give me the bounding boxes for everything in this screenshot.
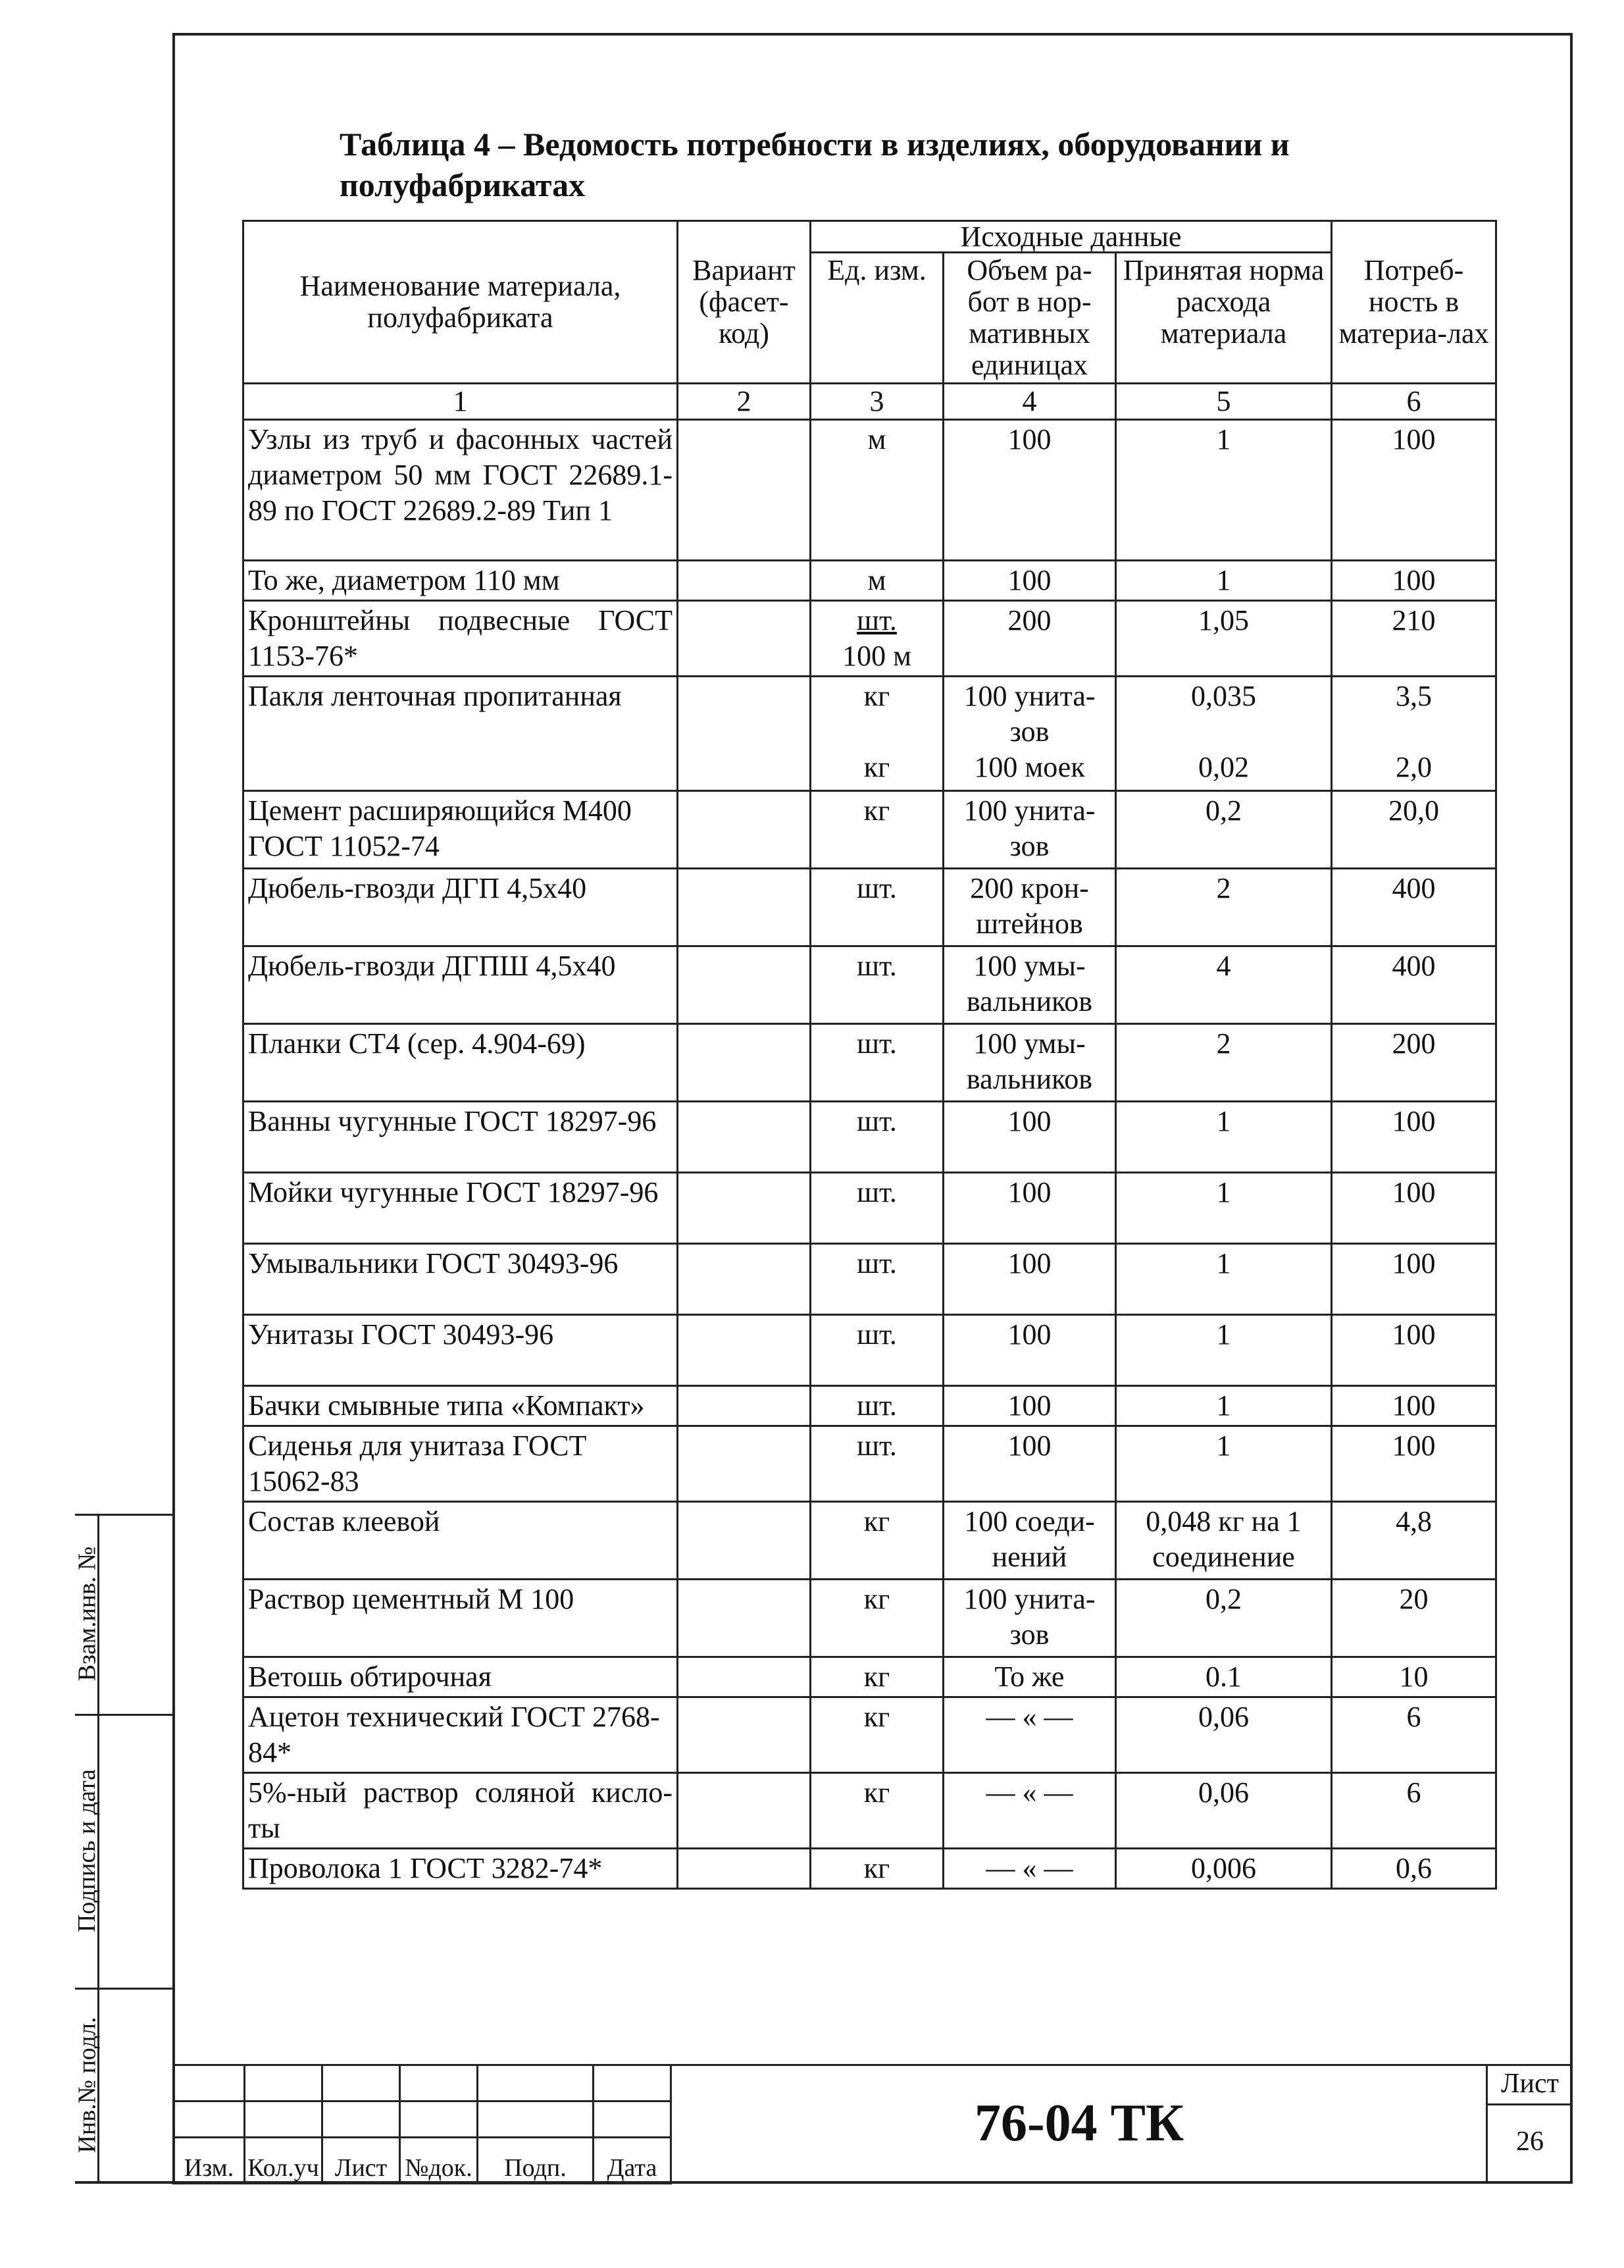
cell-volume: 100 bbox=[944, 561, 1116, 601]
tb-cell bbox=[478, 2101, 594, 2138]
cell-variant bbox=[678, 1315, 811, 1386]
table-row bbox=[243, 869, 1496, 946]
table-row bbox=[243, 601, 1496, 677]
cell-unit: шт. bbox=[811, 1315, 944, 1386]
cell-need: 20 bbox=[1332, 1580, 1496, 1657]
cell-unit: м bbox=[811, 420, 944, 561]
cell-name: Унитазы ГОСТ 30493-96 bbox=[243, 1315, 678, 1386]
tb-cell bbox=[245, 2065, 322, 2101]
cell-need: 100 bbox=[1332, 1315, 1496, 1386]
cell-unit: шт. bbox=[811, 1426, 944, 1502]
tb-cell bbox=[245, 2101, 322, 2138]
table-row bbox=[243, 791, 1496, 869]
table-row bbox=[243, 677, 1496, 791]
col-number: 3 bbox=[811, 384, 944, 420]
table-row bbox=[243, 1315, 1496, 1386]
cell-name: Ванны чугунные ГОСТ 18297-96 bbox=[243, 1102, 678, 1173]
tb-cell bbox=[400, 2101, 478, 2138]
requirements-table-wrapper bbox=[242, 220, 1497, 1890]
cell-unit: шт. bbox=[811, 1244, 944, 1315]
cell-volume: 100 унита-зов bbox=[944, 1580, 1116, 1657]
cell-norm: 0.1 bbox=[1116, 1657, 1332, 1697]
table-title: Таблица 4 – Ведомость потребности в изделиях, оборудовании и полуфабрикатах bbox=[340, 126, 1290, 203]
cell-variant bbox=[678, 1849, 811, 1889]
cell-volume: — « — bbox=[944, 1849, 1116, 1889]
cell-unit: шт. bbox=[811, 1386, 944, 1426]
cell-unit: шт. bbox=[811, 1102, 944, 1173]
cell-norm: 0,06 bbox=[1116, 1697, 1332, 1773]
cell-norm: 0,006 bbox=[1116, 1849, 1332, 1889]
cell-name: Умывальники ГОСТ 30493-96 bbox=[243, 1244, 678, 1315]
cell-unit-numerator: шт. bbox=[857, 604, 897, 636]
cell-unit: кг bbox=[811, 1657, 944, 1697]
cell-name: Кронштейны подвесные ГОСТ 1153-76* bbox=[243, 601, 678, 677]
cell-volume: 100 bbox=[944, 1244, 1116, 1315]
header-name: Наименование материала, полуфабриката bbox=[243, 221, 678, 384]
cell-variant bbox=[678, 1244, 811, 1315]
header-variant: Вариант (фасет-код) bbox=[678, 221, 811, 384]
cell-name: Ацетон технический ГОСТ 2768-84* bbox=[243, 1697, 678, 1773]
table-row bbox=[243, 1849, 1496, 1889]
col-number: 2 bbox=[678, 384, 811, 420]
tb-cell bbox=[400, 2065, 478, 2101]
cell-variant bbox=[678, 1580, 811, 1657]
cell-variant bbox=[678, 946, 811, 1024]
cell-need: 0,6 bbox=[1332, 1849, 1496, 1889]
cell-unit: кг bbox=[811, 1502, 944, 1580]
cell-volume-b: 100 моек bbox=[974, 751, 1085, 783]
cell-unit: кг bbox=[811, 1580, 944, 1657]
cell-unit bbox=[811, 601, 944, 677]
cell-norm: 1 bbox=[1116, 1315, 1332, 1386]
cell-name: Проволока 1 ГОСТ 3282-74* bbox=[243, 1849, 678, 1889]
side-stamp-podpis: Подпись и дата bbox=[73, 1768, 101, 1933]
cell-variant bbox=[678, 1024, 811, 1102]
frame-right-line bbox=[1570, 33, 1573, 2182]
cell-volume: — « — bbox=[944, 1773, 1116, 1849]
tb-label-kolvo: Кол.уч bbox=[245, 2138, 322, 2184]
cell-variant bbox=[678, 677, 811, 791]
table-row bbox=[243, 561, 1496, 601]
cell-volume bbox=[944, 677, 1116, 791]
cell-volume: 100 bbox=[944, 1315, 1116, 1386]
cell-name: Мойки чугунные ГОСТ 18297-96 bbox=[243, 1173, 678, 1244]
cell-norm: 1 bbox=[1116, 1386, 1332, 1426]
cell-variant bbox=[678, 1426, 811, 1502]
table-row bbox=[243, 946, 1496, 1024]
table-row bbox=[243, 1657, 1496, 1697]
cell-unit: шт. bbox=[811, 869, 944, 946]
cell-volume-a: 100 унита-зов bbox=[963, 680, 1096, 748]
cell-variant bbox=[678, 1502, 811, 1580]
cell-volume: 100 bbox=[944, 1426, 1116, 1502]
cell-need: 210 bbox=[1332, 601, 1496, 677]
header-source-group: Исходные данные bbox=[811, 221, 1332, 253]
cell-volume: 100 умы-вальников bbox=[944, 1024, 1116, 1102]
cell-need: 100 bbox=[1332, 420, 1496, 561]
cell-norm: 0,048 кг на 1 соединение bbox=[1116, 1502, 1332, 1580]
cell-unit: шт. bbox=[811, 1173, 944, 1244]
frame-left-line bbox=[172, 33, 175, 2182]
cell-volume: 100 унита-зов bbox=[944, 791, 1116, 869]
cell-need: 6 bbox=[1332, 1697, 1496, 1773]
cell-norm: 4 bbox=[1116, 946, 1332, 1024]
cell-name: 5%-ный раствор соляной кисло-ты bbox=[243, 1773, 678, 1849]
cell-norm: 2 bbox=[1116, 869, 1332, 946]
cell-variant bbox=[678, 791, 811, 869]
cell-need: 4,8 bbox=[1332, 1502, 1496, 1580]
table-row bbox=[243, 1773, 1496, 1849]
sheet-label: Лист bbox=[1488, 2064, 1572, 2105]
cell-volume: 200 bbox=[944, 601, 1116, 677]
cell-unit: кг bbox=[811, 1697, 944, 1773]
cell-norm-b: 0,02 bbox=[1198, 751, 1249, 783]
cell-variant bbox=[678, 1386, 811, 1426]
cell-name: Узлы из труб и фасонных частей диаметром 50 мм ГОСТ 22689.1-89 по ГОСТ 22689.2-89 Тип 1 bbox=[243, 420, 678, 561]
cell-name: Состав клеевой bbox=[243, 1502, 678, 1580]
cell-norm: 1 bbox=[1116, 1426, 1332, 1502]
cell-need: 100 bbox=[1332, 1426, 1496, 1502]
spacer bbox=[1121, 714, 1327, 750]
table-row bbox=[243, 1426, 1496, 1502]
cell-volume: — « — bbox=[944, 1697, 1116, 1773]
table-row bbox=[243, 1244, 1496, 1315]
cell-need: 100 bbox=[1332, 561, 1496, 601]
cell-norm: 0,06 bbox=[1116, 1773, 1332, 1849]
cell-norm: 0,2 bbox=[1116, 791, 1332, 869]
sheet-number: 26 bbox=[1516, 2126, 1544, 2157]
cell-name: Дюбель-гвозди ДГПШ 4,5х40 bbox=[243, 946, 678, 1024]
cell-norm: 0,2 bbox=[1116, 1580, 1332, 1657]
cell-variant bbox=[678, 869, 811, 946]
col-number: 5 bbox=[1116, 384, 1332, 420]
tb-cell bbox=[594, 2101, 671, 2138]
table-row bbox=[243, 1697, 1496, 1773]
tb-cell bbox=[322, 2101, 400, 2138]
cell-variant bbox=[678, 1102, 811, 1173]
cell-name: Цемент расширяющийся М400 ГОСТ 11052-74 bbox=[243, 791, 678, 869]
tb-label-ndok: №док. bbox=[400, 2138, 478, 2184]
table-row bbox=[243, 1502, 1496, 1580]
tb-label-izm: Изм. bbox=[174, 2138, 245, 2184]
header-need: Потреб-ность в материа-лах bbox=[1332, 221, 1496, 384]
cell-unit-denominator: 100 м bbox=[842, 640, 911, 672]
cell-variant bbox=[678, 1173, 811, 1244]
cell-need: 6 bbox=[1332, 1773, 1496, 1849]
cell-variant bbox=[678, 1657, 811, 1697]
cell-unit: шт. bbox=[811, 1024, 944, 1102]
cell-name: Раствор цементный М 100 bbox=[243, 1580, 678, 1657]
cell-unit: кг bbox=[811, 1773, 944, 1849]
title-block-table bbox=[172, 2064, 672, 2184]
table-row bbox=[243, 1173, 1496, 1244]
col-number: 6 bbox=[1332, 384, 1496, 420]
cell-unit: кг bbox=[811, 1849, 944, 1889]
cell-variant bbox=[678, 561, 811, 601]
cell-norm: 1 bbox=[1116, 1102, 1332, 1173]
table-row bbox=[243, 1102, 1496, 1173]
cell-need: 100 bbox=[1332, 1102, 1496, 1173]
cell-name: Ветошь обтирочная bbox=[243, 1657, 678, 1697]
cell-volume: То же bbox=[944, 1657, 1116, 1697]
cell-volume: 100 bbox=[944, 420, 1116, 561]
col-number: 1 bbox=[243, 384, 678, 420]
cell-norm: 1 bbox=[1116, 1173, 1332, 1244]
side-stamp-vzam: Взам.инв. № bbox=[73, 1546, 101, 1682]
cell-name: Пакля ленточная пропитанная bbox=[243, 677, 678, 791]
cell-volume: 100 соеди-нений bbox=[944, 1502, 1116, 1580]
cell-volume: 200 крон-штейнов bbox=[944, 869, 1116, 946]
cell-variant bbox=[678, 1697, 811, 1773]
cell-norm bbox=[1116, 677, 1332, 791]
spacer bbox=[815, 714, 938, 750]
cell-need: 400 bbox=[1332, 946, 1496, 1024]
cell-volume: 100 умы-вальников bbox=[944, 946, 1116, 1024]
cell-unit: кг bbox=[811, 791, 944, 869]
cell-need bbox=[1332, 677, 1496, 791]
cell-need: 100 bbox=[1332, 1386, 1496, 1426]
tb-label-list: Лист bbox=[322, 2138, 400, 2184]
cell-name: Сиденья для унитаза ГОСТ 15062-83 bbox=[243, 1426, 678, 1502]
table-row bbox=[243, 1386, 1496, 1426]
tb-cell bbox=[478, 2065, 594, 2101]
sheet-box bbox=[1486, 2064, 1572, 2182]
cell-unit bbox=[811, 677, 944, 791]
cell-variant bbox=[678, 601, 811, 677]
col-number: 4 bbox=[944, 384, 1116, 420]
tb-cell bbox=[322, 2065, 400, 2101]
cell-unit: шт. bbox=[811, 946, 944, 1024]
tb-label-podp: Подп. bbox=[478, 2138, 594, 2184]
tb-cell bbox=[174, 2065, 245, 2101]
cell-need: 20,0 bbox=[1332, 791, 1496, 869]
cell-name: То же, диаметром 110 мм bbox=[243, 561, 678, 601]
cell-unit: м bbox=[811, 561, 944, 601]
cell-variant bbox=[678, 1773, 811, 1849]
header-unit: Ед. изм. bbox=[811, 253, 944, 384]
frame-top-line bbox=[172, 33, 1573, 36]
cell-name: Планки СТ4 (сер. 4.904-69) bbox=[243, 1024, 678, 1102]
document-code: 76-04 ТК bbox=[974, 2094, 1184, 2152]
cell-name: Дюбель-гвозди ДГП 4,5х40 bbox=[243, 869, 678, 946]
tb-label-data: Дата bbox=[594, 2138, 671, 2184]
header-norm: Принятая норма расхода материала bbox=[1116, 253, 1332, 384]
tb-cell bbox=[174, 2101, 245, 2138]
cell-volume: 100 bbox=[944, 1386, 1116, 1426]
cell-need-b: 2,0 bbox=[1396, 751, 1433, 783]
header-volume: Объем ра-бот в нор-мативных единицах bbox=[944, 253, 1116, 384]
cell-need: 100 bbox=[1332, 1244, 1496, 1315]
cell-variant bbox=[678, 420, 811, 561]
cell-norm: 2 bbox=[1116, 1024, 1332, 1102]
cell-need: 400 bbox=[1332, 869, 1496, 946]
cell-name: Бачки смывные типа «Компакт» bbox=[243, 1386, 678, 1426]
cell-need: 100 bbox=[1332, 1173, 1496, 1244]
title-block-grid bbox=[172, 2064, 672, 2184]
cell-unit-b: кг bbox=[863, 751, 890, 783]
cell-volume: 100 bbox=[944, 1102, 1116, 1173]
cell-norm-a: 0,035 bbox=[1191, 680, 1256, 712]
table-row bbox=[243, 420, 1496, 561]
cell-norm: 1 bbox=[1116, 420, 1332, 561]
requirements-table bbox=[242, 220, 1497, 1890]
tb-cell bbox=[594, 2065, 671, 2101]
cell-norm: 1,05 bbox=[1116, 601, 1332, 677]
table-row bbox=[243, 1580, 1496, 1657]
table-row bbox=[243, 1024, 1496, 1102]
cell-volume: 100 bbox=[944, 1173, 1116, 1244]
cell-need: 10 bbox=[1332, 1657, 1496, 1697]
cell-norm: 1 bbox=[1116, 1244, 1332, 1315]
cell-unit-a: кг bbox=[863, 680, 890, 712]
cell-need: 200 bbox=[1332, 1024, 1496, 1102]
side-stamp-inv: Инв.№ подл. bbox=[73, 2017, 101, 2153]
cell-need-a: 3,5 bbox=[1396, 680, 1433, 712]
spacer bbox=[1336, 714, 1491, 750]
cell-norm: 1 bbox=[1116, 561, 1332, 601]
